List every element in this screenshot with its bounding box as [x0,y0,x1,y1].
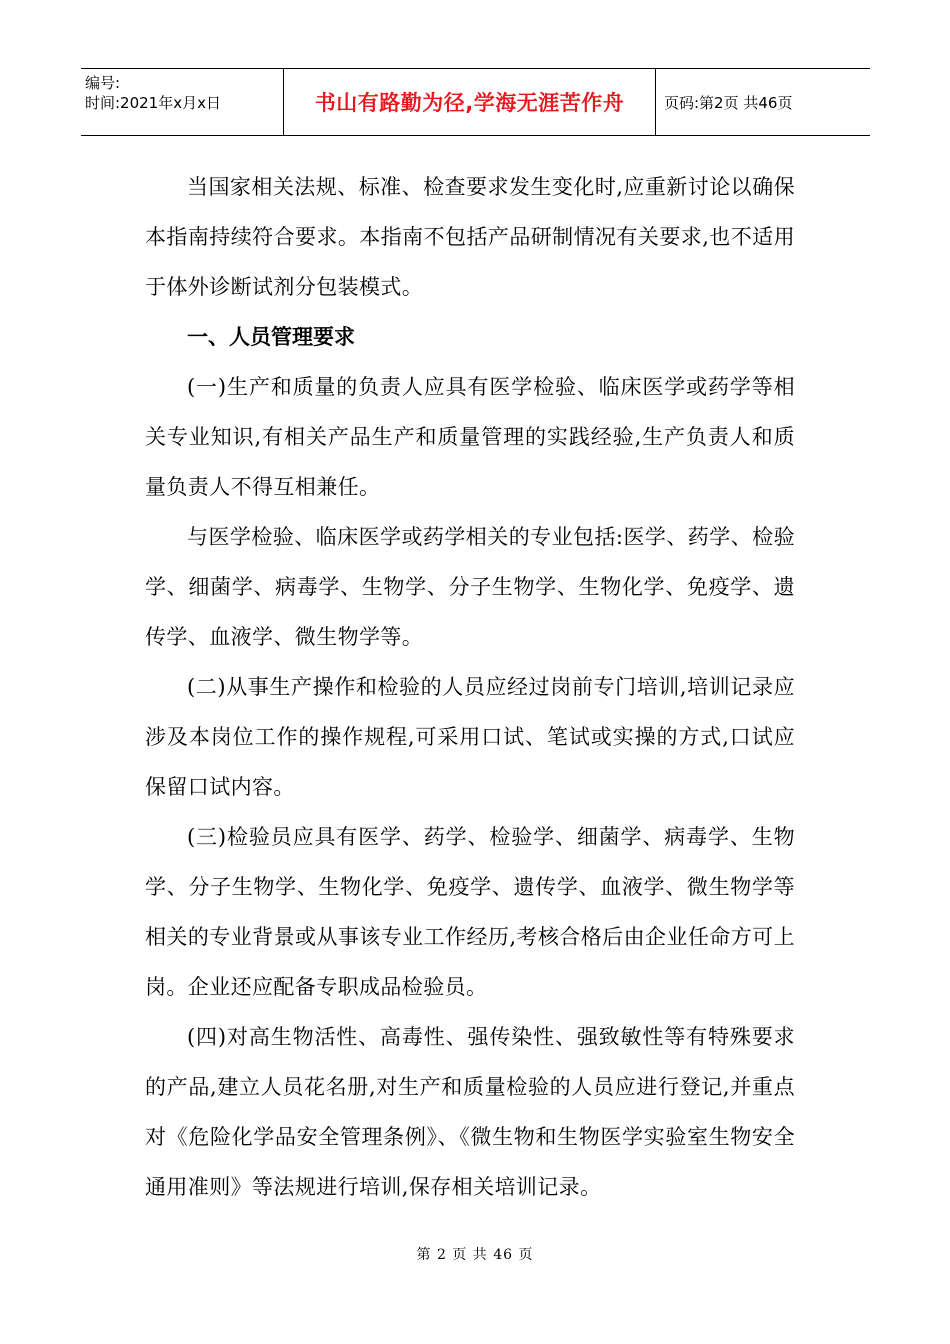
header-meta-cell [81,69,283,135]
paragraph: (二)从事生产操作和检验的人员应经过岗前专门培训,培训记录应涉及本岗位工作的操作规程,可采用口试、笔试或实操的方式,口试应保留口试内容。 [145,675,795,799]
paragraph: 当国家相关法规、标准、检查要求发生变化时,应重新讨论以确保本指南持续符合要求。本指南不包括产品研制情况有关要求,也不适用于体外诊断试剂分包装模式。 [145,175,795,299]
paragraph: (三)检验员应具有医学、药学、检验学、细菌学、病毒学、生物学、分子生物学、生物化学、免疫学、遗传学、血液学、微生物学等相关的专业背景或从事该专业工作经历,考核合格后由企业任命方可上岗。企业还应配备专职成品检验员。 [145,825,795,999]
header-page-info: 页码:第2页 共46页 [664,93,793,112]
document-body [145,162,795,1212]
header-motto: 书山有路勤为径,学海无涯苦作舟 [283,69,656,135]
section-heading: 一、人员管理要求 [187,325,355,349]
paragraph: (一)生产和质量的负责人应具有医学检验、临床医学或药学等相关专业知识,有相关产品生产和质量管理的实践经验,生产负责人和质量负责人不得互相兼任。 [145,375,795,499]
paragraph: (四)对高生物活性、高毒性、强传染性、强致敏性等有特殊要求的产品,建立人员花名册,对生产和质量检验的人员应进行登记,并重点对《危险化学品安全管理条例》、《微生物和生物医学实验室生物安全通用准则》等法规进行培训,保存相关培训记录。 [145,1025,795,1199]
paragraph: 与医学检验、临床医学或药学相关的专业包括:医学、药学、检验学、细菌学、病毒学、生物学、分子生物学、生物化学、免疫学、遗传学、血液学、微生物学等。 [145,525,795,649]
header-number-label: 编号: [85,74,121,92]
header-table [81,68,870,136]
header-time-label: 时间:2021年x月x日 [85,94,221,112]
page-footer: 第 2 页 共 46 页 [416,1247,534,1263]
